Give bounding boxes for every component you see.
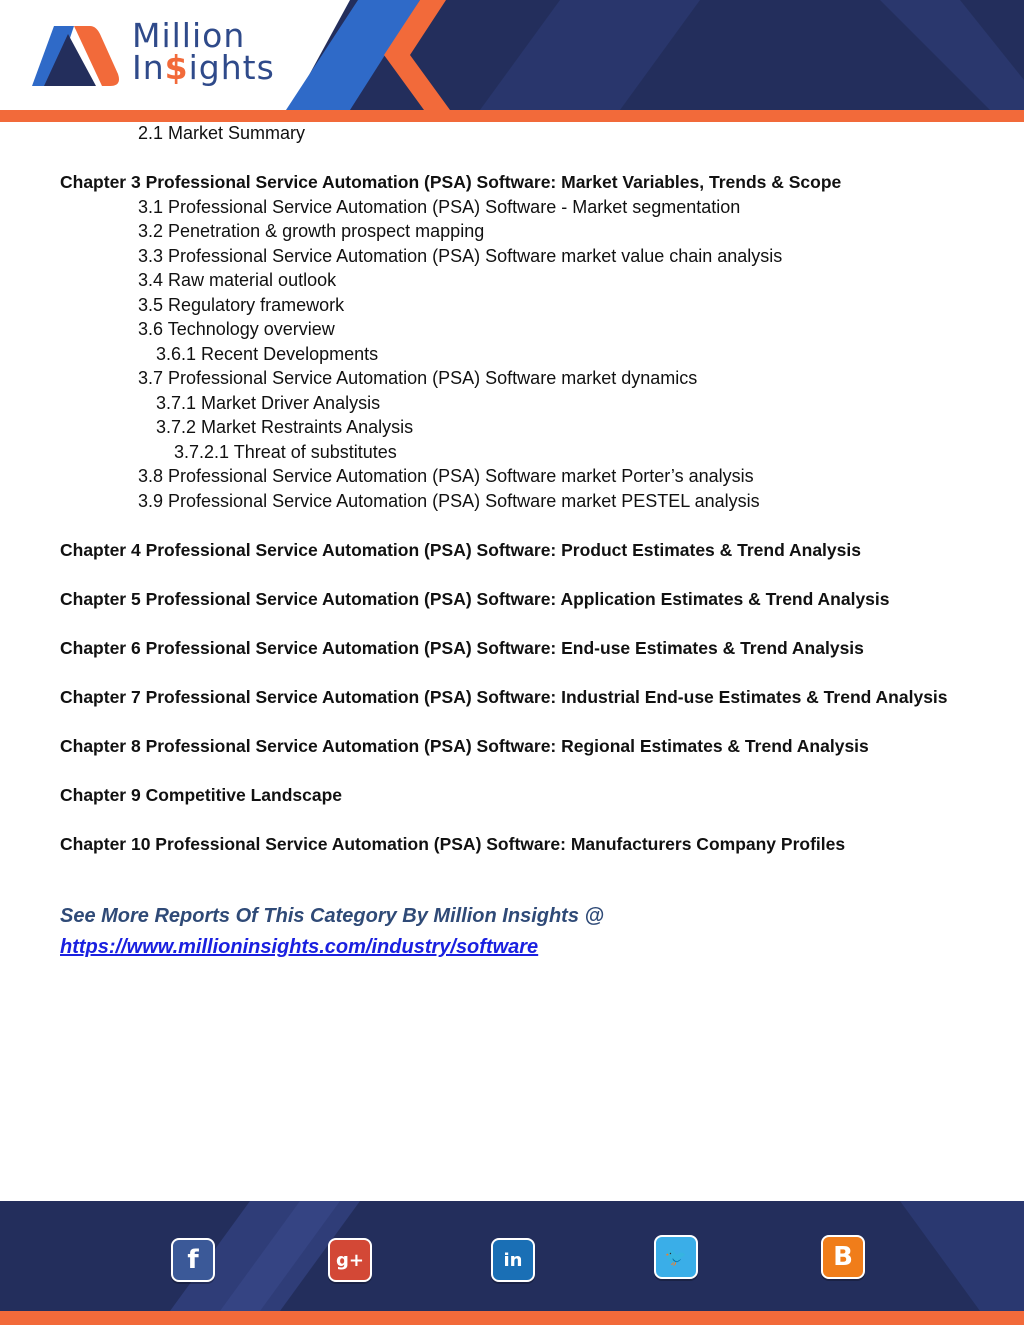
toc-item: 2.1 Market Summary bbox=[138, 123, 306, 143]
logo-mark-icon bbox=[30, 24, 120, 90]
see-more-text: See More Reports Of This Category By Million Insights @ bbox=[60, 905, 605, 927]
twitter-icon[interactable]: 🐦 bbox=[654, 1235, 698, 1279]
linkedin-icon[interactable]: in bbox=[491, 1238, 535, 1282]
toc-chapter-heading: Chapter 6 Professional Service Automation (PSA) Software: End-use Estimates & Trend Analysis bbox=[60, 638, 864, 658]
toc-item: 3.6.1 Recent Developments bbox=[156, 344, 379, 364]
toc-chapter-heading: Chapter 3 Professional Service Automation (PSA) Software: Market Variables, Trends & Scope bbox=[60, 172, 842, 192]
facebook-icon[interactable]: f bbox=[171, 1238, 215, 1282]
logo-line-2-a: In bbox=[132, 48, 165, 87]
toc-chapter-heading: Chapter 10 Professional Service Automation (PSA) Software: Manufacturers Company Profiles bbox=[60, 834, 846, 854]
toc-chapter-heading: Chapter 8 Professional Service Automation (PSA) Software: Regional Estimates & Trend Analysis bbox=[60, 736, 869, 756]
logo-line-1: Million bbox=[132, 16, 246, 55]
toc-item: 3.7.1 Market Driver Analysis bbox=[156, 393, 381, 413]
toc-chapter-heading: Chapter 4 Professional Service Automation (PSA) Software: Product Estimates & Trend Analysis bbox=[60, 540, 861, 560]
google-plus-icon[interactable]: g+ bbox=[328, 1238, 372, 1282]
page-header bbox=[0, 0, 1024, 122]
toc-item: 3.1 Professional Service Automation (PSA) Software - Market segmentation bbox=[138, 197, 741, 217]
logo-wordmark bbox=[132, 16, 275, 87]
toc-chapter-heading: Chapter 5 Professional Service Automation (PSA) Software: Application Estimates & Trend Analysis bbox=[60, 589, 890, 609]
toc-item: 3.7.2.1 Threat of substitutes bbox=[174, 442, 397, 462]
blogger-icon[interactable]: B bbox=[821, 1235, 865, 1279]
toc-item: 3.6 Technology overview bbox=[138, 319, 335, 339]
million-insights-logo bbox=[30, 16, 280, 94]
toc-item: 3.7 Professional Service Automation (PSA) Software market dynamics bbox=[138, 368, 698, 388]
toc-item: 3.3 Professional Service Automation (PSA) Software market value chain analysis bbox=[138, 246, 783, 266]
page-footer bbox=[0, 1201, 1024, 1325]
toc-chapter-heading: Chapter 9 Competitive Landscape bbox=[60, 785, 343, 805]
toc-item: 3.9 Professional Service Automation (PSA) Software market PESTEL analysis bbox=[138, 491, 760, 511]
toc-item: 3.4 Raw material outlook bbox=[138, 270, 337, 290]
toc-item: 3.7.2 Market Restraints Analysis bbox=[156, 417, 414, 437]
toc-chapter-heading: Chapter 7 Professional Service Automation (PSA) Software: Industrial End-use Estimates & Trend Analysis bbox=[60, 687, 948, 707]
see-more-link[interactable]: https://www.millioninsights.com/industry/software bbox=[60, 936, 539, 958]
logo-dollar: $ bbox=[164, 48, 189, 87]
toc-item: 3.2 Penetration & growth prospect mapping bbox=[138, 221, 485, 241]
logo-line-2 bbox=[132, 48, 275, 87]
toc-item: 3.5 Regulatory framework bbox=[138, 295, 345, 315]
toc-item: 3.8 Professional Service Automation (PSA) Software market Porter’s analysis bbox=[138, 466, 754, 486]
logo-line-2-b: ights bbox=[188, 48, 275, 87]
